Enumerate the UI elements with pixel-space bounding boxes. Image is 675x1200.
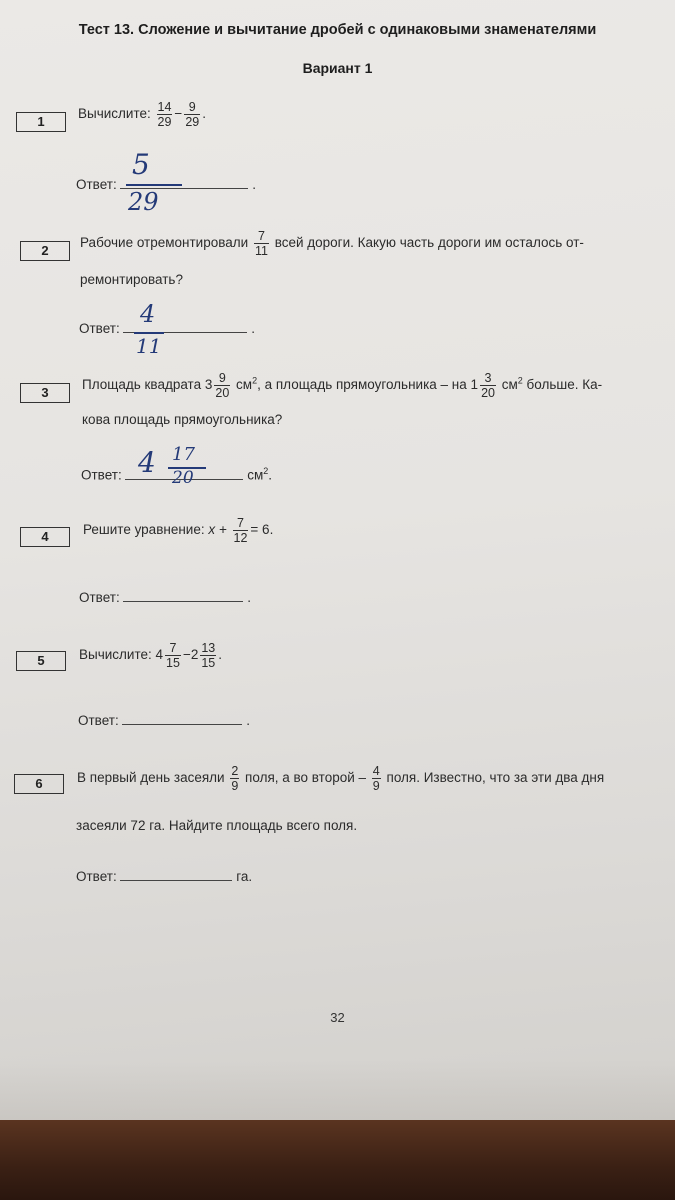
mixed-number: 4 $\frac{7}{15}$ [155,641,180,670]
answer-label: Ответ: [76,177,117,192]
task-number-box: 6 [14,774,64,794]
mixed-number: 2 $\frac{13}{15}$ [190,641,216,670]
handwritten-denominator: 20 [172,468,194,488]
task-number-box: 2 [20,241,70,261]
fraction: $\frac{4}{9}$ [372,764,380,793]
task-6-prompt-line2: засеяли 72 га. Найдите площадь всего поля. [76,818,358,833]
fraction: $\frac{2}{9}$ [231,764,239,793]
handwritten-denominator: 29 [128,188,159,216]
page-number: 32 [330,1010,345,1025]
answer-label: Ответ: [79,590,120,605]
handwritten-numerator: 5 [132,148,150,181]
task-number-box: 3 [20,383,70,403]
page-title: Тест 13. Сложение и вычитание дробей с одинаковыми знаменателями [78,22,597,38]
task-number-box: 4 [20,527,70,547]
task-number-box: 1 [16,112,66,132]
table-surface [0,1120,675,1200]
handwritten-fraction-bar [126,184,182,186]
answer-line[interactable]: Ответ: $см^2$. [81,466,273,483]
task-6-prompt: В первый день засеяли $\frac{2}{9}$ поля, а во второй – $\frac{4}{9}$ поля. Известно, что за эти два дня [77,764,605,793]
answer-line[interactable]: Ответ: . [79,321,255,336]
task-2-prompt: Рабочие отремонтировали $\frac{7}{11}$ всей дороги. Какую часть дороги им осталось от- [80,229,584,258]
fraction: $\frac{7}{12}$ [233,516,248,545]
variant-label: Вариант 1 [302,60,373,76]
mixed-number: 1 $\frac{3}{20}$ [470,371,495,400]
task-number-box: 5 [16,651,66,671]
task-5-prompt: Вычислите: 4 $\frac{7}{15}$ −2 $\frac{13}{15}$ . [79,641,223,670]
answer-label: Ответ: [78,713,119,728]
handwritten-denominator: 11 [136,334,162,358]
answer-label: Ответ: [76,869,117,884]
fraction: $\frac{7}{11}$ [254,229,268,258]
answer-line[interactable]: Ответ: га. [76,869,253,884]
fraction: $\frac{14}{29}$ [157,100,172,129]
answer-line[interactable]: Ответ: . [78,713,250,728]
task-text: Вычислите: [78,106,151,122]
task-3-prompt-line2: кова площадь прямоугольника? [82,412,283,427]
fraction: $\frac{9}{29}$ [185,100,200,129]
mixed-number: 3 $\frac{9}{20}$ [204,371,230,400]
handwritten-numerator: 17 [172,444,195,465]
handwritten-whole: 4 [138,446,156,479]
task-4-prompt: Решите уравнение: x + $\frac{7}{12}$ = 6. [83,516,274,545]
answer-label: Ответ: [81,467,122,483]
task-2-prompt-line2: ремонтировать? [80,272,183,287]
task-1-prompt: Вычислите: $\frac{14}{29}$ − $\frac{9}{29}$ . [78,100,206,129]
task-3-prompt: Площадь квадрата 3 $\frac{9}{20}$ $см^2$, а площадь прямоугольника – на 1 $\frac{3}{20}$ $см^2$ больше. Ка- [82,371,603,400]
answer-line[interactable]: Ответ: . [76,177,256,192]
answer-line[interactable]: Ответ: . [79,590,251,605]
answer-label: Ответ: [79,321,120,336]
handwritten-numerator: 4 [140,300,156,328]
